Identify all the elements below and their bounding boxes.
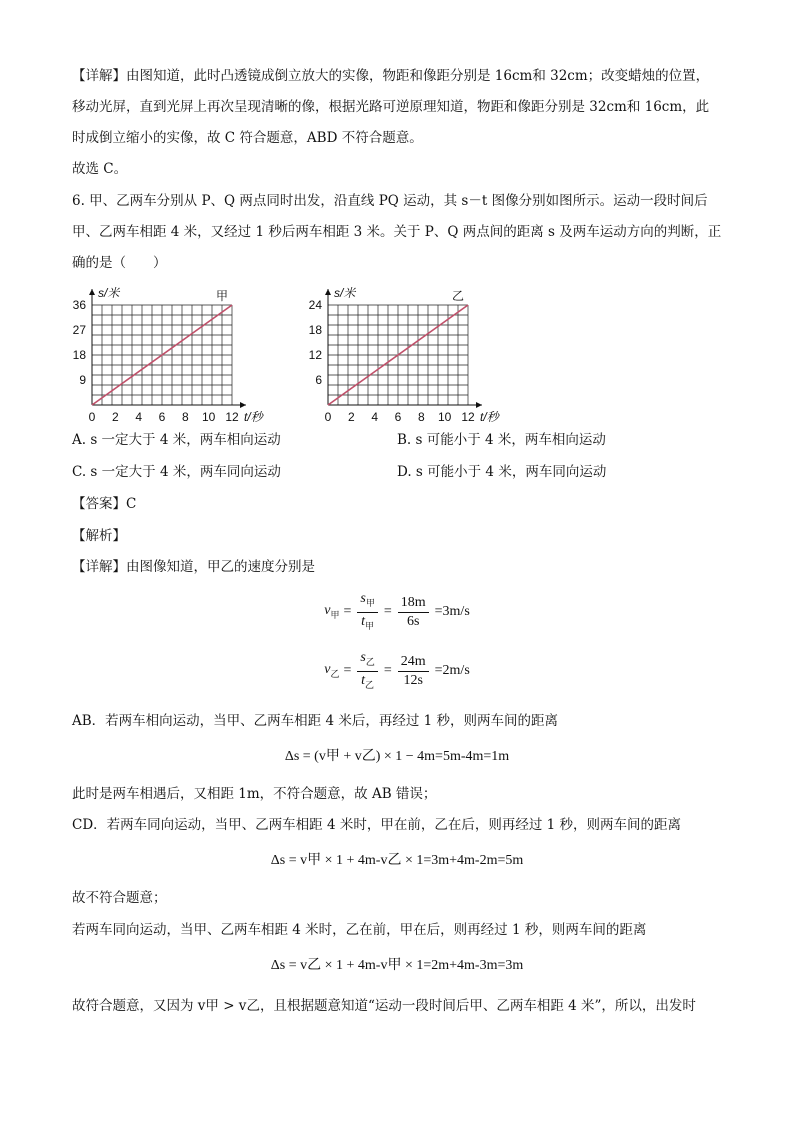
x-tick-label: 2 [111,410,119,424]
x-tick-label: 0 [324,410,332,424]
option-a: A. s 一定大于 4 米，两车相向运动 [72,432,281,448]
x-tick-label: 8 [181,410,189,424]
x-tick-label: 4 [135,410,143,424]
y-tick-label: 18 [72,348,86,362]
chart-yi [296,278,516,428]
y-tick-label: 36 [72,298,86,312]
ab-text: AB．若两车相向运动，当甲、乙两车相距 4 米后，再经过 1 秒，则两车间的距离 [72,713,559,729]
y-axis-arrow [325,289,331,295]
cd-text: CD．若两车同向运动，当甲、乙两车相距 4 米时，甲在前，乙在后，则再经过 1 秒，则两车间的距离 [72,817,681,833]
cd-text-2: 若两车同向运动，当甲、乙两车相距 4 米时，乙在前，甲在后，则再经过 1 秒，则两车间的距离 [72,922,647,938]
series-label: 乙 [451,289,465,303]
detail2-line: 【详解】由图像知道，甲乙的速度分别是 [72,559,315,575]
option-b: B. s 可能小于 4 米，两车相向运动 [397,432,606,448]
y-tick-label: 27 [72,323,86,337]
chart-jia [60,278,280,428]
x-tick-label: 10 [201,410,216,424]
detail-line-4: 故选 C。 [72,161,128,177]
question-line-1: 6. 甲、乙两车分别从 P、Q 两点同时出发，沿直线 PQ 运动，其 s－t 图像分别如图所示。运动一段时间后 [72,193,708,209]
x-tick-label: 10 [437,410,452,424]
detail-tag: 【详解】 [72,68,126,84]
detail-line-2: 移动光屏，直到光屏上再次呈现清晰的像，根据光路可逆原理知道，物距和像距分别是 32cm和 16cm，此 [72,99,710,115]
detail-line-1: 【详解】由图知道，此时凸透镜成倒立放大的实像，物距和像距分别是 16cm和 32cm；改变蜡烛的位置， [72,68,710,84]
y-axis-label: s/米 [98,286,120,300]
detail2-tag: 【详解】 [72,559,126,575]
option-d: D. s 可能小于 4 米，两车同向运动 [397,464,607,480]
detail-line-3: 时成倒立缩小的实像，故 C 符合题意，ABD 不符合题意。 [72,130,423,146]
x-tick-label: 0 [88,410,96,424]
question-line-3: 确的是（ ） [72,255,167,271]
final-line: 故符合题意，又因为 v甲 > v乙，且根据题意知道“运动一段时间后甲、乙两车相距 4 米”，所以，出发时 [72,998,696,1014]
x-tick-label: 6 [394,410,402,424]
y-tick-label: 9 [79,373,86,387]
cd-conclusion: 故不符合题意； [72,890,167,906]
equation-ab: Δs = (v甲 + v乙) × 1 − 4m=5m-4m=1m [284,749,510,764]
equation-v-yi: $v_乙$ = $\frac{s_乙}{t_乙}$ = $\frac{24m}{12s}$ =2m/s [324,650,470,690]
equation-cd-1: Δs = v甲 × 1 + 4m-v乙 × 1=3m+4m-2m=5m [270,853,524,868]
x-axis-arrow [240,402,246,408]
analysis-line: 【解析】 [72,528,126,544]
x-tick-label: 12 [461,410,475,424]
ab-conclusion: 此时是两车相遇后，又相距 1m，不符合题意，故 AB 错误； [72,786,437,802]
y-tick-label: 24 [308,298,322,312]
x-axis-arrow [476,402,482,408]
y-axis-arrow [89,289,95,295]
option-c: C. s 一定大于 4 米，两车同向运动 [72,464,281,480]
equation-cd-2: Δs = v乙 × 1 + 4m-v甲 × 1=2m+4m-3m=3m [270,958,524,973]
x-tick-label: 4 [371,410,379,424]
answer-line: 【答案】C [72,496,137,512]
y-tick-label: 6 [315,373,322,387]
x-axis-label: t/秒 [244,410,263,424]
y-axis-label: s/米 [334,286,356,300]
question-line-2: 甲、乙两车相距 4 米，又经过 1 秒后两车相距 3 米。关于 P、Q 两点间的距离 s 及两车运动方向的判断，正 [72,224,722,240]
y-tick-label: 18 [308,323,322,337]
x-tick-label: 6 [158,410,166,424]
x-axis-label: t/秒 [480,410,499,424]
x-tick-label: 8 [417,410,425,424]
x-tick-label: 12 [225,410,239,424]
x-tick-label: 2 [347,410,355,424]
equation-v-jia: $v_甲$ = $\frac{s_甲}{t_甲}$ = $\frac{18m}{6s}$ =3m/s [324,591,470,631]
y-tick-label: 12 [308,348,322,362]
series-label: 甲 [215,289,229,303]
